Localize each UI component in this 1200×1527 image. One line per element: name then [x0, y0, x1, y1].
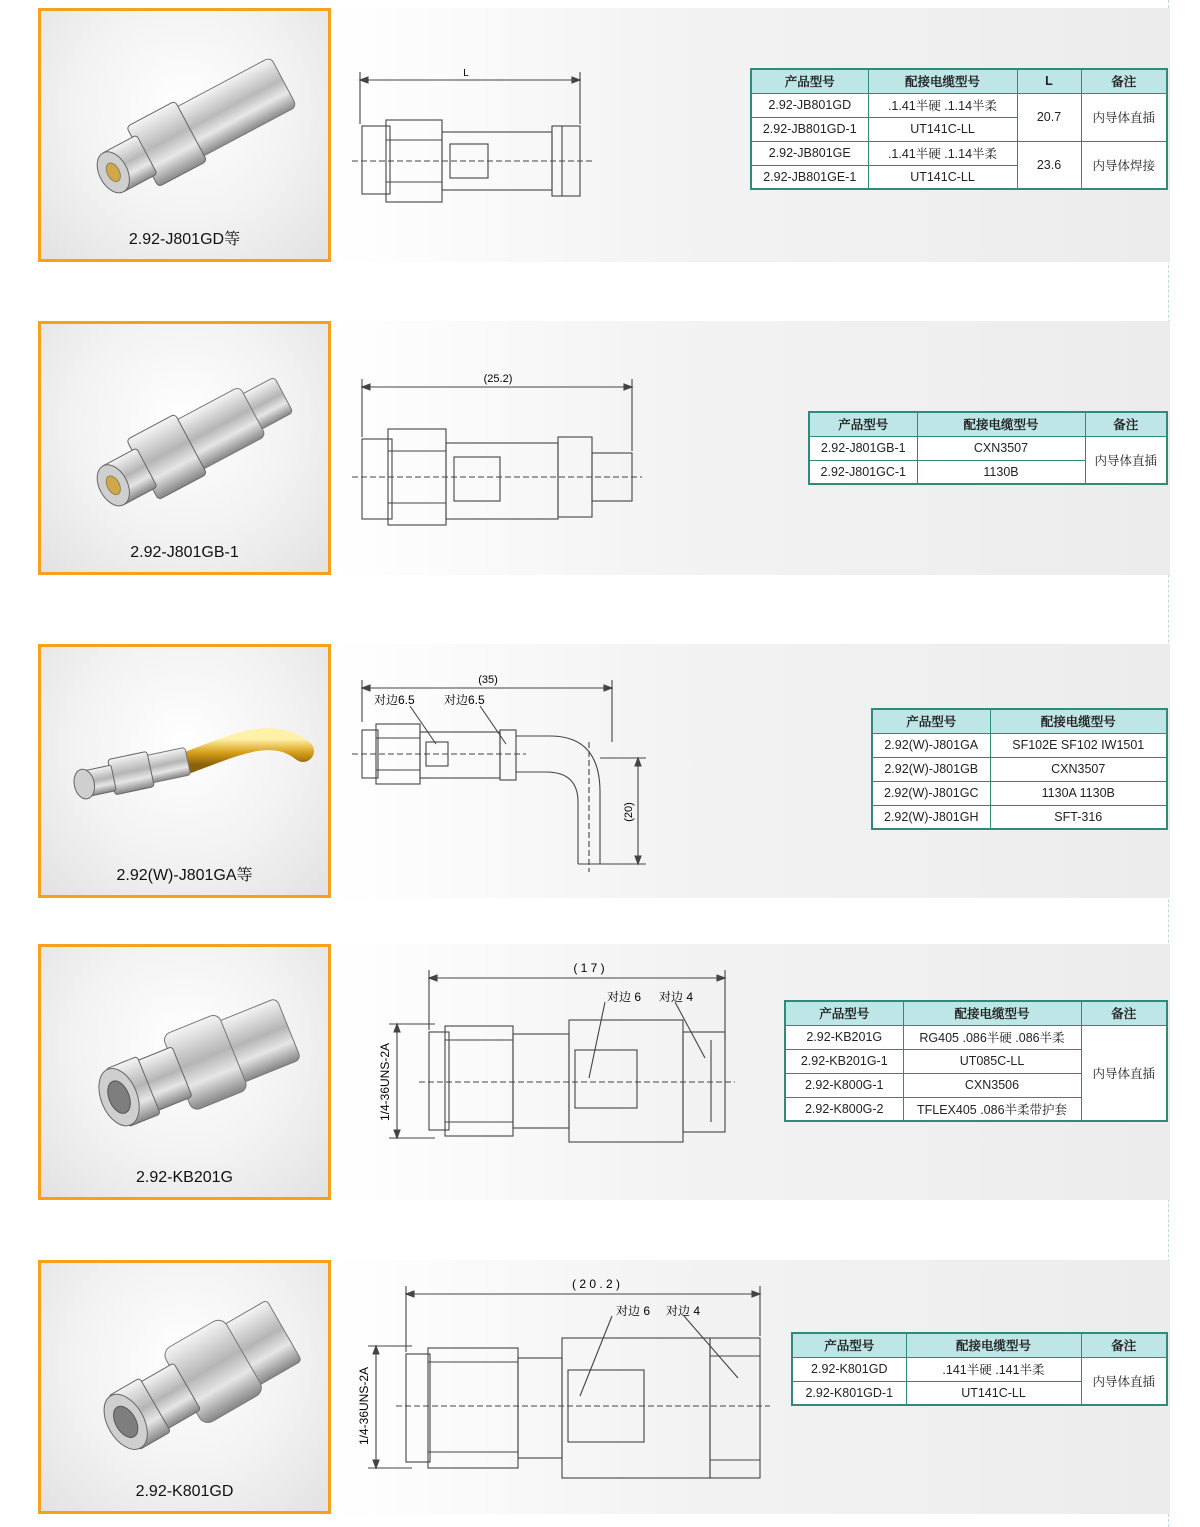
cable-cell: 1130A 1130B: [990, 781, 1167, 805]
cable-cell: .141半硬 .141半柔: [906, 1357, 1081, 1381]
flat-label: 对边 6: [607, 990, 642, 1004]
model-cell: 2.92(W)-J801GC: [872, 781, 990, 805]
connector-photo: [41, 1263, 328, 1511]
model-cell: 2.92-K800G-2: [785, 1097, 903, 1121]
length-cell: 23.6: [1017, 141, 1081, 189]
dimension-label: L: [463, 68, 469, 79]
cable-cell: .1.41半硬 .1.14半柔: [868, 141, 1017, 165]
model-cell: 2.92-JB801GE: [751, 141, 868, 165]
product-caption: 2.92-J801GD等: [128, 231, 241, 248]
cable-cell: SFT-316: [990, 805, 1167, 829]
spec-table: [750, 68, 1168, 190]
table-row: [751, 93, 1167, 117]
dimension-label: ( 1 7 ): [573, 961, 605, 975]
product-photo-frame: [38, 8, 331, 262]
column-header: 配接电缆型号: [906, 1333, 1081, 1357]
product-photo-frame: [38, 321, 331, 575]
column-header: 配接电缆型号: [868, 69, 1017, 93]
product-photo-frame: [38, 944, 331, 1200]
product-photo-frame: [38, 644, 331, 898]
dimension-label: (35): [478, 674, 498, 686]
thread-label: 1/4-36UNS-2A: [357, 1366, 371, 1446]
table-header-row: [785, 1001, 1167, 1025]
product-caption: 2.92-KB201G: [136, 1169, 233, 1186]
model-cell: 2.92-J801GC-1: [809, 460, 917, 484]
model-cell: 2.92(W)-J801GB: [872, 757, 990, 781]
model-cell: 2.92-KB201G-1: [785, 1049, 903, 1073]
cable-cell: RG405 .086半硬 .086半柔: [903, 1025, 1081, 1049]
model-cell: 2.92-JB801GD-1: [751, 117, 868, 141]
cable-cell: 1130B: [917, 460, 1085, 484]
note-cell: 内导体直插: [1085, 436, 1167, 484]
flat-label: 对边 4: [659, 990, 694, 1004]
table-row: [751, 141, 1167, 165]
column-header: 产品型号: [872, 709, 990, 733]
connector-photo: [41, 324, 328, 572]
column-header: 备注: [1081, 1333, 1167, 1357]
cable-cell: CXN3507: [990, 757, 1167, 781]
note-cell: 内导体直插: [1081, 1025, 1167, 1121]
cable-cell: .1.41半硬 .1.14半柔: [868, 93, 1017, 117]
column-header: 配接电缆型号: [903, 1001, 1081, 1025]
model-cell: 2.92-JB801GD: [751, 93, 868, 117]
spec-table: [808, 411, 1168, 485]
table-row: [785, 1025, 1167, 1049]
table-header-row: [872, 709, 1167, 733]
column-header: 配接电缆型号: [990, 709, 1167, 733]
column-header: 配接电缆型号: [917, 412, 1085, 436]
dimension-label: ( 2 0 . 2 ): [571, 1277, 621, 1291]
product-row-5: [0, 1260, 1200, 1514]
dimension-label: (25.2): [483, 373, 513, 385]
model-cell: 2.92-J801GB-1: [809, 436, 917, 460]
note-cell: 内导体焊接: [1081, 141, 1167, 189]
column-header: 产品型号: [785, 1001, 903, 1025]
model-cell: 2.92(W)-J801GH: [872, 805, 990, 829]
product-caption: 2.92-J801GB-1: [130, 544, 239, 561]
column-header: 产品型号: [809, 412, 917, 436]
model-cell: 2.92-KB201G: [785, 1025, 903, 1049]
model-cell: 2.92-K801GD-1: [792, 1381, 906, 1405]
flat-label: 对边 6: [616, 1304, 651, 1318]
flat-label: 对边 4: [666, 1304, 701, 1318]
cable-cell: SF102E SF102 IW1501: [990, 733, 1167, 757]
connector-photo: [41, 947, 328, 1197]
product-caption: 2.92-K801GD: [135, 1483, 234, 1500]
column-header: 产品型号: [751, 69, 868, 93]
table-header-row: [751, 69, 1167, 93]
column-header: 产品型号: [792, 1333, 906, 1357]
spec-table: [784, 1000, 1168, 1122]
flat-label: 对边6.5: [444, 693, 485, 707]
vertical-dimension-label: (20): [623, 802, 635, 822]
model-cell: 2.92-JB801GE-1: [751, 165, 868, 189]
cable-cell: CXN3506: [903, 1073, 1081, 1097]
note-cell: 内导体直插: [1081, 93, 1167, 141]
dimension-drawing: [365, 958, 745, 1158]
table-row: [872, 781, 1167, 805]
product-caption: 2.92(W)-J801GA等: [116, 867, 253, 884]
dimension-drawing: [350, 1272, 780, 1502]
dimension-drawing: [350, 672, 650, 872]
note-cell: 内导体直插: [1081, 1357, 1167, 1405]
cable-cell: UT085C-LL: [903, 1049, 1081, 1073]
model-cell: 2.92(W)-J801GA: [872, 733, 990, 757]
flat-label: 对边6.5: [374, 693, 415, 707]
product-row-4: [0, 944, 1200, 1200]
cable-cell: CXN3507: [917, 436, 1085, 460]
thread-label: 1/4-36UNS-2A: [378, 1042, 392, 1122]
cable-cell: UT141C-LL: [868, 165, 1017, 189]
connector-photo: [41, 11, 328, 259]
column-header: 备注: [1085, 412, 1167, 436]
table-header-row: [809, 412, 1167, 436]
product-row-1: [0, 8, 1200, 262]
spec-table: [791, 1332, 1168, 1406]
table-row: [872, 733, 1167, 757]
column-header: 备注: [1081, 1001, 1167, 1025]
dimension-drawing: [350, 64, 610, 224]
table-row: [809, 436, 1167, 460]
cable-cell: UT141C-LL: [906, 1381, 1081, 1405]
model-cell: 2.92-K800G-1: [785, 1073, 903, 1097]
model-cell: 2.92-K801GD: [792, 1357, 906, 1381]
column-header: L: [1017, 69, 1081, 93]
connector-photo: [41, 647, 328, 895]
cable-cell: UT141C-LL: [868, 117, 1017, 141]
product-photo-frame: [38, 1260, 331, 1514]
spec-table: [871, 708, 1168, 830]
dimension-drawing: [350, 371, 650, 531]
length-cell: 20.7: [1017, 93, 1081, 141]
product-row-3: [0, 644, 1200, 898]
product-row-2: [0, 321, 1200, 575]
table-row: [792, 1357, 1167, 1381]
table-row: [872, 757, 1167, 781]
column-header: 备注: [1081, 69, 1167, 93]
table-header-row: [792, 1333, 1167, 1357]
table-row: [872, 805, 1167, 829]
cable-cell: TFLEX405 .086半柔带护套: [903, 1097, 1081, 1121]
